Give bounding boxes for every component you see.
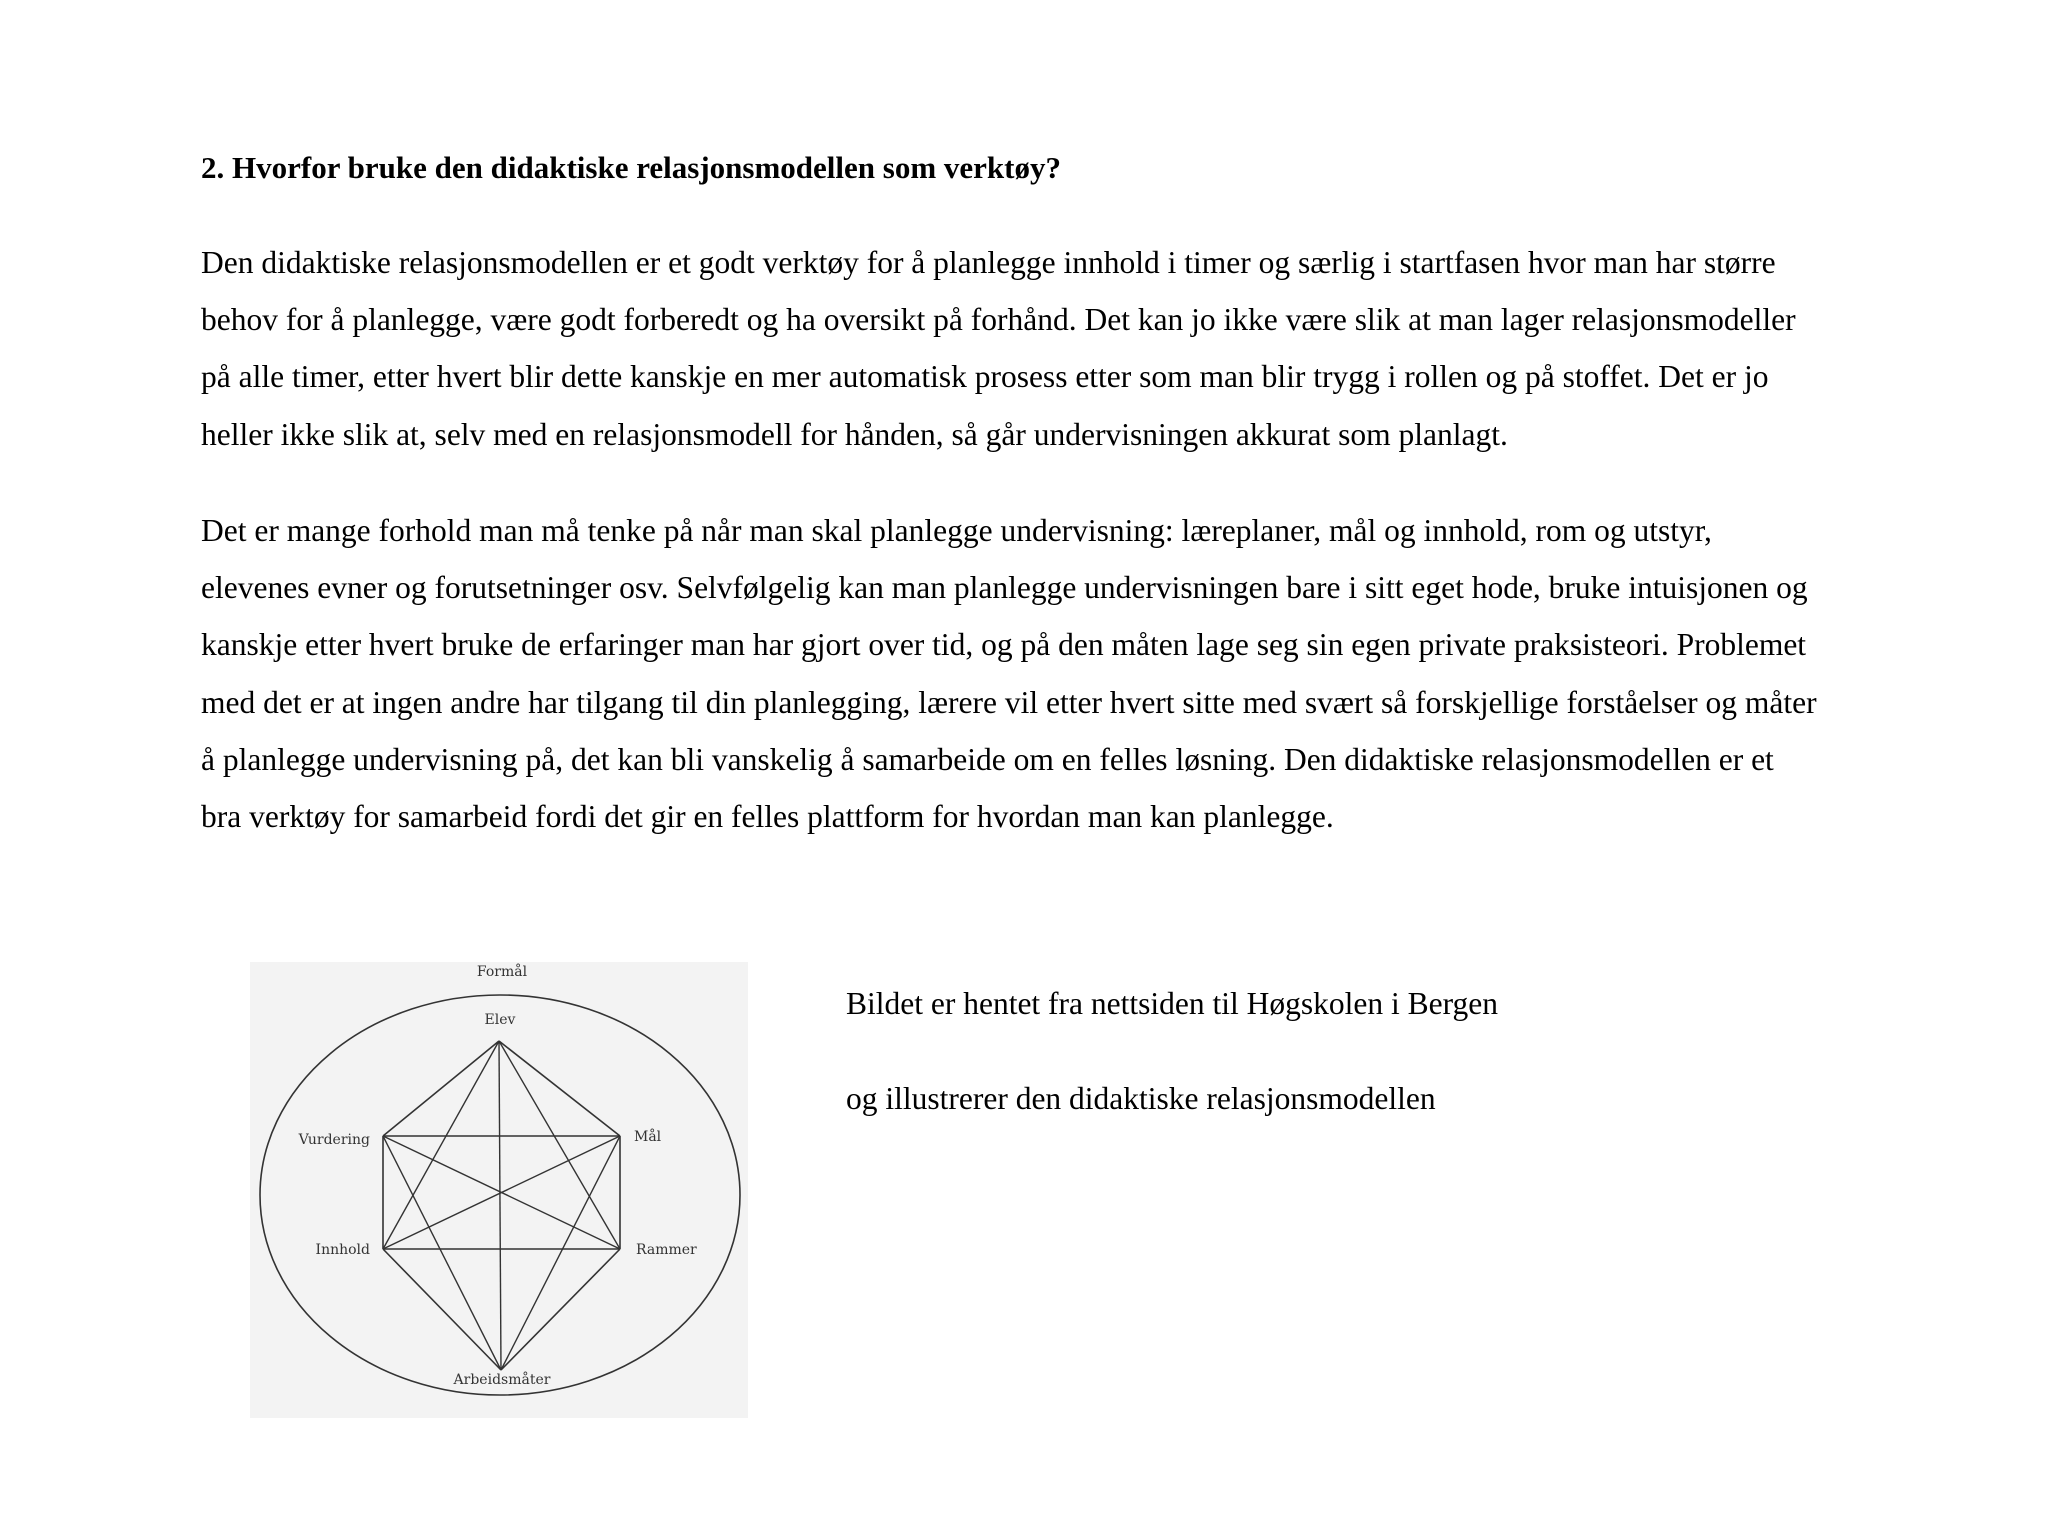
paragraph-2 [201, 502, 1961, 845]
connection [499, 1041, 501, 1370]
paragraph-2-line: med det er at ingen andre har tilgang til din planlegging, lærere vil etter hvert sitte med svært så forskjellige forståelser og måter [201, 684, 1817, 720]
edge [383, 1249, 501, 1370]
label-elev: Elev [484, 1012, 516, 1028]
connection [501, 1136, 620, 1370]
paragraph-2-line: kanskje etter hvert bruke de erfaringer man har gjort over tid, og på den måten lage seg sin egen private praksisteori. Problemet [201, 627, 1807, 663]
paragraph-1-line: behov for å planlegge, være godt forberedt og ha oversikt på forhånd. Det kan jo ikke være slik at man lager relasjonsmodeller [201, 302, 1796, 338]
paragraph-1-line: på alle timer, etter hvert blir dette kanskje en mer automatisk prosess etter som man blir trygg i rollen og på stoffet. Det er jo [201, 359, 1769, 395]
didactic-relation-model-diagram [250, 962, 748, 1418]
edge [501, 1249, 620, 1370]
paragraph-2-line: å planlegge undervisning på, det kan bli vanskelig å samarbeide om en felles løsning. Den didaktiske relasjonsmodellen er et [201, 741, 1774, 777]
paragraph-2-line: Det er mange forhold man må tenke på når man skal planlegge undervisning: læreplaner, mål og innhold, rom og utstyr, [201, 513, 1712, 548]
paragraph-1-line: Den didaktiske relasjonsmodellen er et godt verktøy for å planlegge innhold i timer og særlig i startfasen hvor man har større [201, 245, 1776, 280]
section-heading: 2. Hvorfor bruke den didaktiske relasjonsmodellen som verktøy? [201, 150, 1061, 185]
label-innhold: Innhold [315, 1242, 370, 1258]
label-vurdering: Vurdering [298, 1132, 370, 1148]
edge [499, 1041, 620, 1136]
connection [383, 1136, 501, 1370]
paragraph-2-line: bra verktøy for samarbeid fordi det gir en felles plattform for hvordan man kan planlegge. [201, 799, 1334, 835]
label-rammer: Rammer [636, 1242, 697, 1258]
didactic-relation-model-figure [250, 962, 748, 1418]
edge [383, 1041, 499, 1136]
paragraph-1-line: heller ikke slik at, selv med en relasjonsmodell for hånden, så går undervisningen akkurat som planlagt. [201, 416, 1508, 452]
figure-caption-line-2: og illustrerer den didaktiske relasjonsmodellen [846, 1081, 1436, 1116]
label-arbeidsmater: Arbeidsmåter [453, 1372, 551, 1388]
label-formal: Formål [476, 964, 528, 980]
connection-lines [383, 1041, 620, 1370]
label-mal: Mål [634, 1129, 662, 1145]
figure-caption-line-1: Bildet er hentet fra nettsiden til Høgskolen i Bergen [846, 986, 1499, 1021]
paragraph-1 [201, 234, 1961, 463]
paragraph-2-line: elevenes evner og forutsetninger osv. Selvfølgelig kan man planlegge undervisningen bare i sitt eget hode, bruke intuisjonen og [201, 570, 1808, 606]
